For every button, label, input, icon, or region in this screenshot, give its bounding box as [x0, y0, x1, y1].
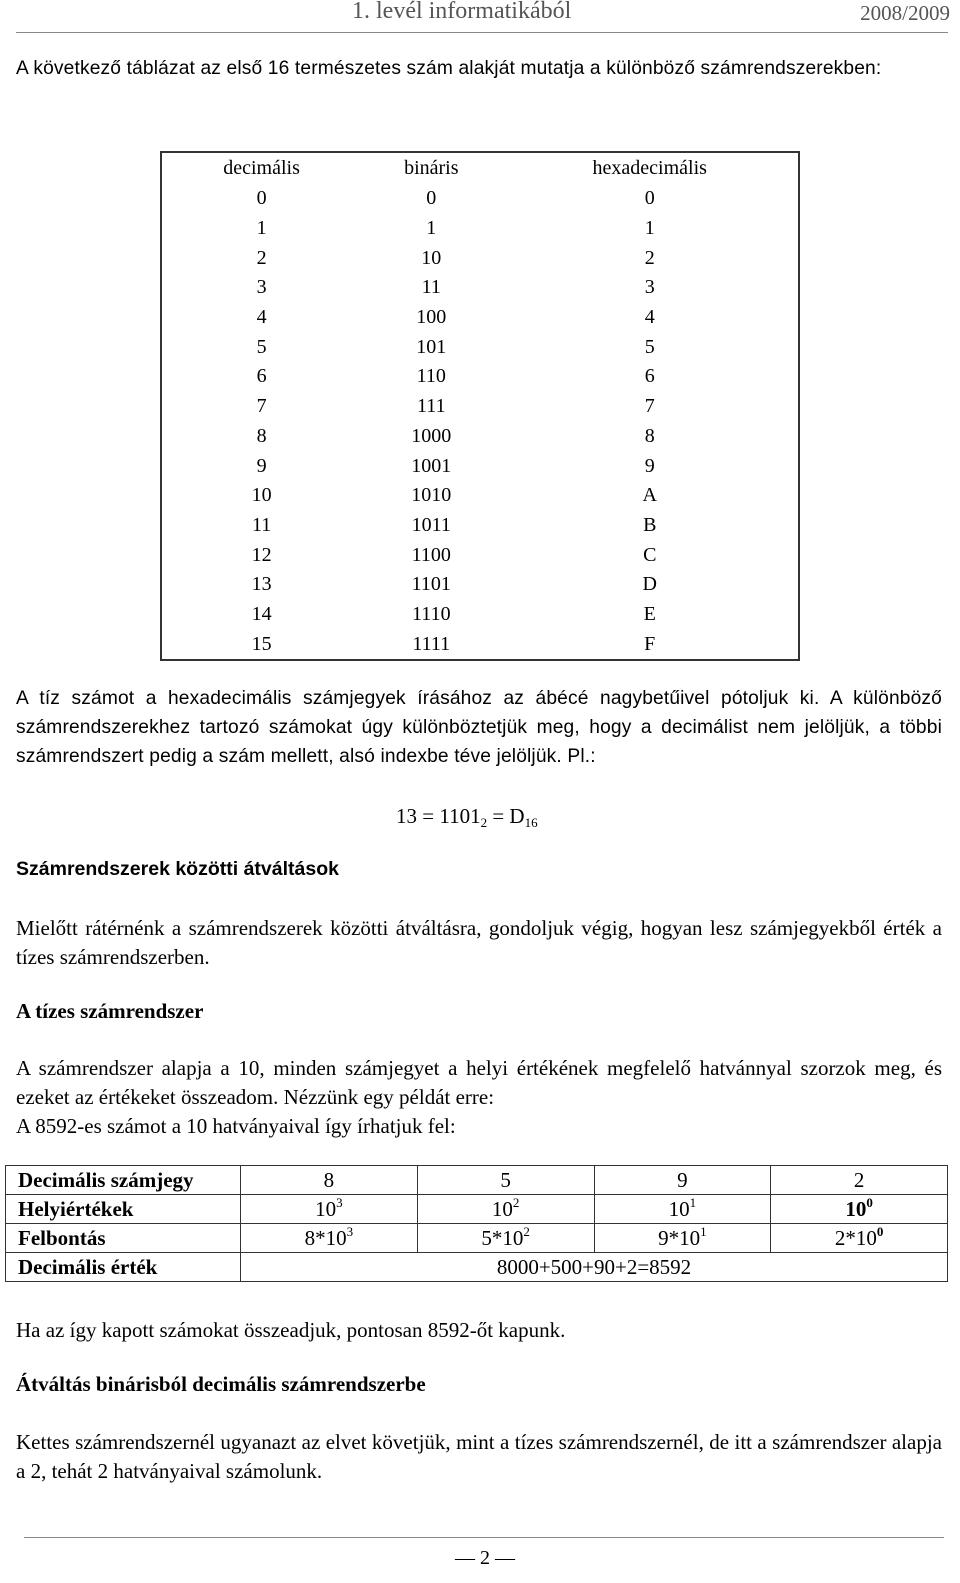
- table-cell: $10^2$: [417, 1195, 594, 1224]
- table-cell: 7: [644, 395, 655, 418]
- table-row: [161, 362, 799, 392]
- formula-hex: = D: [487, 804, 525, 828]
- table-row: [161, 422, 799, 452]
- table-cell: 1: [256, 217, 267, 240]
- table-cell: 1110: [412, 602, 451, 625]
- table-cell: A: [642, 484, 657, 507]
- table-cell: 100: [416, 306, 447, 329]
- table-row: [6, 1253, 948, 1282]
- table-cell: D: [642, 573, 657, 596]
- table-cell: 15: [251, 632, 272, 655]
- table-row: [161, 481, 799, 511]
- table-row: [161, 600, 799, 630]
- table-cell: 0: [426, 187, 437, 210]
- intro-paragraph: A következő táblázat az első 16 természetes szám alakját mutatja a különböző számrendszerekben:: [16, 58, 882, 79]
- table-cell: 13: [251, 573, 272, 596]
- table-cell: $10^3$: [241, 1195, 418, 1224]
- table-row: [6, 1195, 948, 1224]
- table-cell: 8000+500+90+2=8592: [241, 1253, 948, 1282]
- table-cell: 3: [644, 276, 655, 299]
- table-cell: 111: [417, 395, 446, 418]
- footer-divider: [24, 1537, 944, 1538]
- table-cell: 1111: [412, 632, 451, 655]
- table-row: [161, 303, 799, 333]
- table-cell: 11: [251, 513, 272, 536]
- table-cell: 2: [256, 246, 267, 269]
- table-cell: 5: [417, 1166, 594, 1195]
- table-row: [6, 1166, 948, 1195]
- table-cell: $8*10^3$: [241, 1224, 418, 1253]
- table-body: [161, 184, 799, 660]
- table-cell: 101: [416, 335, 447, 358]
- table-cell: 6: [644, 365, 655, 388]
- section-heading-conversions: Számrendszerek közötti átváltások: [16, 858, 339, 880]
- table-cell: C: [643, 543, 657, 566]
- hex-subscript: 16: [524, 815, 538, 830]
- table-cell: 3: [256, 276, 267, 299]
- table-row: [6, 1224, 948, 1253]
- table-row: [161, 629, 799, 660]
- table-cell: $10^1$: [594, 1195, 771, 1224]
- table-cell: $9*10^1$: [594, 1224, 771, 1253]
- table-cell: 11: [421, 276, 441, 299]
- row-label: Decimális érték: [6, 1253, 241, 1282]
- table-cell: 9: [594, 1166, 771, 1195]
- table-cell: 2: [771, 1166, 948, 1195]
- table-row: [161, 540, 799, 570]
- table-header-row: [161, 152, 799, 184]
- table-cell: 2: [644, 246, 655, 269]
- table-cell: 1000: [411, 424, 452, 447]
- example-formula: [396, 804, 538, 829]
- number-systems-table: [160, 151, 800, 661]
- table-cell: 8: [241, 1166, 418, 1195]
- table-row: [161, 184, 799, 214]
- section-heading-binary: Átváltás binárisból decimális számrendszerbe: [16, 1372, 426, 1396]
- decimal-paragraph-2: A 8592-es számot a 10 hatványaival így írhatjuk fel:: [16, 1114, 456, 1138]
- table-cell: 0: [644, 187, 655, 210]
- table-cell: 5: [256, 335, 267, 358]
- table-cell: 10: [251, 484, 272, 507]
- row-label: Decimális számjegy: [6, 1166, 241, 1195]
- table-row: [161, 392, 799, 422]
- summary-paragraph: Ha az így kapott számokat összeadjuk, pontosan 8592-őt kapunk.: [16, 1318, 566, 1342]
- table-cell: 4: [256, 306, 267, 329]
- table-cell: 110: [416, 365, 446, 388]
- table-cell: 9: [644, 454, 655, 477]
- row-label: Felbontás: [6, 1224, 241, 1253]
- table-cell: F: [644, 632, 656, 655]
- header-divider: [16, 32, 948, 33]
- table-cell: 1: [426, 217, 437, 240]
- table-cell: 1010: [411, 484, 452, 507]
- table-cell: 1101: [411, 573, 451, 596]
- table-cell: 1011: [411, 513, 451, 536]
- formula-decimal: 13 = 1101: [396, 804, 481, 828]
- table-row: [161, 511, 799, 541]
- row-label: Helyiértékek: [6, 1195, 241, 1224]
- table-cell: 1: [644, 217, 655, 240]
- table-row: [161, 214, 799, 244]
- table-cell: $10^0$: [771, 1195, 948, 1224]
- table-row: [161, 570, 799, 600]
- column-header: decimális: [223, 157, 300, 179]
- table-row: [161, 451, 799, 481]
- table-cell: 12: [251, 543, 272, 566]
- table-cell: 1001: [411, 454, 452, 477]
- binary-paragraph: Kettes számrendszernél ugyanazt az elvet követjük, mint a tízes számrendszernél, de itt a számrendszer alapja a 2, tehát 2 hatványaival számolunk.: [16, 1430, 942, 1483]
- table-row: [161, 273, 799, 303]
- binary-subscript: 2: [480, 815, 488, 830]
- table-cell: $2*10^0$: [771, 1224, 948, 1253]
- page-number: — 2 —: [455, 1547, 515, 1569]
- table-cell: 8: [256, 424, 267, 447]
- column-header: hexadecimális: [592, 157, 707, 179]
- table-cell: 14: [251, 602, 272, 625]
- table-cell: 7: [256, 395, 267, 418]
- decimal-paragraph: A számrendszer alapja a 10, minden számjegyet a helyi értékének megfelelő hatvánnyal szorzok meg, és ezeket az értékeket összeadom. Nézzünk egy példát erre:: [16, 1056, 942, 1109]
- table-cell: 10: [421, 246, 442, 269]
- table-cell: 1100: [411, 543, 451, 566]
- table-cell: E: [643, 602, 656, 625]
- table-cell: $5*10^2$: [417, 1224, 594, 1253]
- table-row: [161, 332, 799, 362]
- section-heading-decimal: A tízes számrendszer: [16, 999, 204, 1023]
- table-cell: 8: [644, 424, 655, 447]
- table-cell: 4: [644, 306, 655, 329]
- table-cell: 5: [644, 335, 655, 358]
- conversions-paragraph: Mielőtt rátérnénk a számrendszerek közötti átváltásra, gondoljuk végig, hogyan lesz számjegyekből érték a tízes számrendszerben.: [16, 916, 942, 969]
- table-cell: 9: [256, 454, 267, 477]
- table-cell: B: [643, 513, 657, 536]
- table-cell: 6: [256, 365, 267, 388]
- column-header: bináris: [404, 157, 459, 179]
- table-row: [161, 243, 799, 273]
- positional-value-table: [5, 1165, 948, 1282]
- hex-note-paragraph: A tíz számot a hexadecimális számjegyek írásához az ábécé nagybetűivel pótoljuk ki. A különböző számrendszerekhez tartozó számokat úgy különböztetjük meg, hogy a decimálist nem jelöljük, a többi számrendszert pedig a szám mellett, alsó indexbe téve jelöljük. Pl.:: [16, 688, 942, 767]
- school-year: 2008/2009: [860, 1, 950, 25]
- table-cell: 0: [256, 187, 267, 210]
- document-title: 1. levél informatikából: [352, 0, 572, 24]
